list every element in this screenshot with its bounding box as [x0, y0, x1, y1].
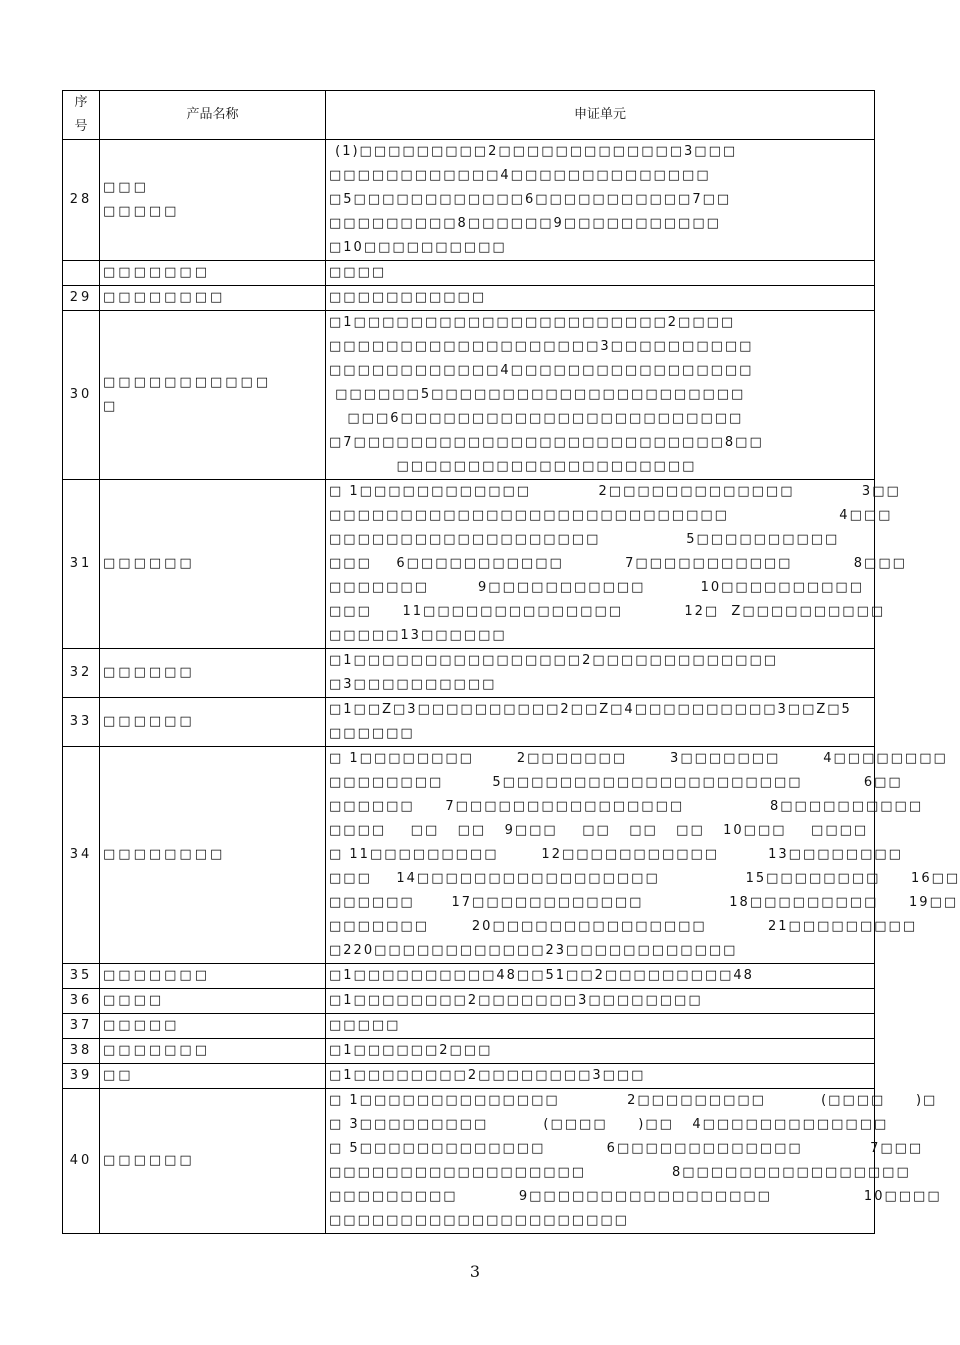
certification-unit-line: □□□□□□□□□□□□□□□□□□□□□□□□□□□□ 4□□□ [329, 508, 893, 523]
row-certification-units [326, 261, 875, 286]
certification-unit-line: □1□□Z□3□□□□□□□□□□2□□Z□4□□□□□□□□□□3□□Z□5 [329, 702, 852, 717]
certification-unit-line: □□□□□□ 17□□□□□□□□□□□□ 18□□□□□□□□□ 19□□ [329, 895, 959, 910]
certification-unit-line: □ 11□□□□□□□□□ 12□□□□□□□□□□□ 13□□□□□□□□ [329, 847, 903, 862]
certification-unit-line: □220□□□□□□□□□□□□23□□□□□□□□□□□□ [329, 943, 738, 958]
product-name-line: □□□□□□□□ [103, 290, 226, 305]
product-name-line: □□□□□□ [103, 714, 195, 729]
certification-unit-line: □□□□□13□□□□□□ [329, 628, 507, 643]
row-product-name [100, 989, 326, 1014]
certification-unit-line: □ 5□□□□□□□□□□□□□ 6□□□□□□□□□□□□□ 7□□□ [329, 1141, 924, 1156]
table-row [63, 964, 875, 989]
row-certification-units [326, 1089, 942, 1234]
row-certification-units [326, 964, 875, 989]
certification-unit-line: □□□□□□□□□□□□□□□□□□□ 5□□□□□□□□□□ [329, 532, 840, 547]
row-product-name [100, 1039, 326, 1064]
certification-units-table [62, 90, 960, 1234]
row-serial-number: 30 [63, 311, 100, 480]
certification-unit-line: □1□□□□□□2□□□ [329, 1043, 493, 1058]
certification-unit-line: □1□□□□□□□□□□□□□□□□2□□□□□□□□□□□□□ [329, 653, 779, 668]
row-serial-number: 31 [63, 480, 100, 649]
row-serial-number: 34 [63, 747, 100, 964]
certification-unit-line: □10□□□□□□□□□□ [329, 240, 507, 255]
product-name-line: □□ [103, 1068, 134, 1083]
table-row [63, 140, 875, 261]
certification-unit-line: □□□ 11□□□□□□□□□□□□□□ 12□ Z□□□□□□□□□□ [329, 604, 886, 619]
certification-unit-line: □□□□□□ [329, 726, 415, 741]
certification-unit-line: □□□□ [329, 265, 387, 280]
row-serial-number: 38 [63, 1039, 100, 1064]
certification-unit-line: □□□□ □□ □□ 9□□□ □□ □□ □□ 10□□□ □□□□ [329, 823, 869, 838]
certification-unit-line: □□□□□□□□□□□□□□□□□□□□□ [329, 459, 697, 474]
certification-unit-line: □□□□□□□ 20□□□□□□□□□□□□□□□ 21□□□□□□□□□ [329, 919, 918, 934]
certification-unit-line: □□□□□□□□□□□□4□□□□□□□□□□□□□□□□□ [329, 363, 754, 378]
row-certification-units [326, 311, 875, 480]
table-header-row [63, 91, 875, 140]
row-certification-units [326, 140, 875, 261]
row-certification-units [326, 480, 907, 649]
row-certification-units [326, 1014, 875, 1039]
row-certification-units [326, 1064, 875, 1089]
row-product-name [100, 1064, 326, 1089]
certification-unit-line: □□□ 6□□□□□□□□□□□ 7□□□□□□□□□□□ 8□□□ [329, 556, 907, 571]
row-product-name [100, 964, 326, 989]
row-serial-number: 36 [63, 989, 100, 1014]
row-certification-units [326, 649, 875, 698]
row-product-name [100, 698, 326, 747]
row-certification-units [326, 989, 875, 1014]
header-serial-number: 序 号 [63, 91, 100, 140]
certification-unit-line: □5□□□□□□□□□□□□6□□□□□□□□□□□7□□ [329, 192, 732, 207]
row-product-name [100, 140, 326, 261]
certification-unit-line: □□□ 14□□□□□□□□□□□□□□□□□ 15□□□□□□□□ 16□□ [329, 871, 960, 886]
certification-unit-line: □□□□□□□□□□□□□□□□□□□□□ [329, 1213, 629, 1228]
product-name-line: □□□□□□□□□□□ [103, 375, 272, 390]
certification-unit-line: □□□□□□□□□□□□□□□□□□□3□□□□□□□□□□ [329, 339, 754, 354]
row-serial-number: 32 [63, 649, 100, 698]
product-name-line: □ [103, 399, 119, 414]
row-serial-number [63, 261, 100, 286]
certification-unit-line: □7□□□□□□□□□□□□□□□□□□□□□□□□□□8□□ [329, 435, 764, 450]
header-certification-unit: 申证单元 [326, 91, 875, 140]
row-product-name [100, 480, 326, 649]
table-row [63, 286, 875, 311]
certification-unit-line: □□□□□□□□□□□□4□□□□□□□□□□□□□□ [329, 168, 711, 183]
row-serial-number: 33 [63, 698, 100, 747]
certification-unit-line: □□□□□□□□□□□ [329, 290, 487, 305]
table-row [63, 989, 875, 1014]
table-row [63, 1064, 875, 1089]
certification-unit-line: □□□□□□□□□8□□□□□□9□□□□□□□□□□□ [329, 216, 721, 231]
certification-unit-line: □1□□□□□□□□2□□□□□□□3□□□□□□□□ [329, 993, 703, 1008]
table-row [63, 1089, 875, 1234]
product-name-line: □□□□□□ [103, 556, 195, 571]
certification-unit-line: □ 1□□□□□□□□ 2□□□□□□□ 3□□□□□□□ 4□□□□□□□□ [329, 751, 948, 766]
product-name-line: □□□□□ [103, 1018, 180, 1033]
certification-unit-line: □1□□□□□□□□□□48□□51□□2□□□□□□□□□48 [329, 968, 754, 983]
certification-unit-line: □□□□□□ 7□□□□□□□□□□□□□□□□ 8□□□□□□□□□□ [329, 799, 924, 814]
certification-unit-line: □ 1□□□□□□□□□□□□ 2□□□□□□□□□□□□□ 3□□ [329, 484, 901, 499]
product-name-line: □□□□□ [103, 204, 180, 219]
product-name-line: □□□□□□ [103, 665, 195, 680]
table-row [63, 480, 875, 649]
table-row [63, 1039, 875, 1064]
certification-unit-line: □□□□□□5□□□□□□□□□□□□□□□□□□□□□□ [329, 387, 746, 402]
certification-unit-line: □ 3□□□□□□□□□ (□□□□ )□□ 4□□□□□□□□□□□□□ [329, 1117, 889, 1132]
product-name-line: □□□ [103, 180, 149, 195]
product-name-line: □□□□□□□□ [103, 847, 226, 862]
row-certification-units [326, 698, 875, 747]
row-serial-number: 40 [63, 1089, 100, 1234]
table-row [63, 261, 875, 286]
row-product-name [100, 286, 326, 311]
header-product-name: 产品名称 [100, 91, 326, 140]
table-row [63, 649, 875, 698]
row-product-name [100, 1089, 326, 1234]
page-number: 3 [469, 1262, 481, 1281]
certification-unit-line: □□□6□□□□□□□□□□□□□□□□□□□□□□□□ [329, 411, 744, 426]
row-certification-units [326, 1039, 875, 1064]
row-product-name [100, 649, 326, 698]
certification-unit-line: □□□□□□□□□ 9□□□□□□□□□□□□□□□□□ 10□□□□ [329, 1189, 942, 1204]
table-row [63, 1014, 875, 1039]
certification-unit-line: □1□□□□□□□□2□□□□□□□□3□□□ [329, 1068, 646, 1083]
table-row [63, 698, 875, 747]
row-serial-number: 35 [63, 964, 100, 989]
row-certification-units [326, 747, 960, 964]
product-name-line: □□□□□□□ [103, 265, 210, 280]
row-serial-number: 28 [63, 140, 100, 261]
product-name-line: □□□□□□ [103, 1153, 195, 1168]
row-product-name [100, 1014, 326, 1039]
product-name-line: □□□□□□□ [103, 1043, 210, 1058]
row-serial-number: 39 [63, 1064, 100, 1089]
certification-unit-line: (1)□□□□□□□□□2□□□□□□□□□□□□□3□□□ [329, 144, 738, 159]
row-product-name [100, 747, 326, 964]
table-row [63, 747, 875, 964]
certification-unit-line: □□□□□ [329, 1018, 401, 1033]
table-row [63, 311, 875, 480]
certification-unit-line: □□□□□□□□ 5□□□□□□□□□□□□□□□□□□□□□ 6□□ [329, 775, 903, 790]
product-name-line: □□□□□□□ [103, 968, 210, 983]
certification-unit-line: □1□□□□□□□□□□□□□□□□□□□□□□2□□□□ [329, 315, 736, 330]
row-product-name [100, 311, 326, 480]
row-product-name [100, 261, 326, 286]
product-name-line: □□□□ [103, 993, 165, 1008]
certification-unit-line: □ 1□□□□□□□□□□□□□□ 2□□□□□□□□□ (□□□□ )□ [329, 1093, 938, 1108]
certification-unit-line: □□□□□□□ 9□□□□□□□□□□□ 10□□□□□□□□□□ [329, 580, 864, 595]
certification-unit-line: □3□□□□□□□□□□ [329, 677, 497, 692]
certification-unit-line: □□□□□□□□□□□□□□□□□□ 8□□□□□□□□□□□□□□□□ [329, 1165, 911, 1180]
row-serial-number: 37 [63, 1014, 100, 1039]
row-serial-number: 29 [63, 286, 100, 311]
row-certification-units [326, 286, 875, 311]
